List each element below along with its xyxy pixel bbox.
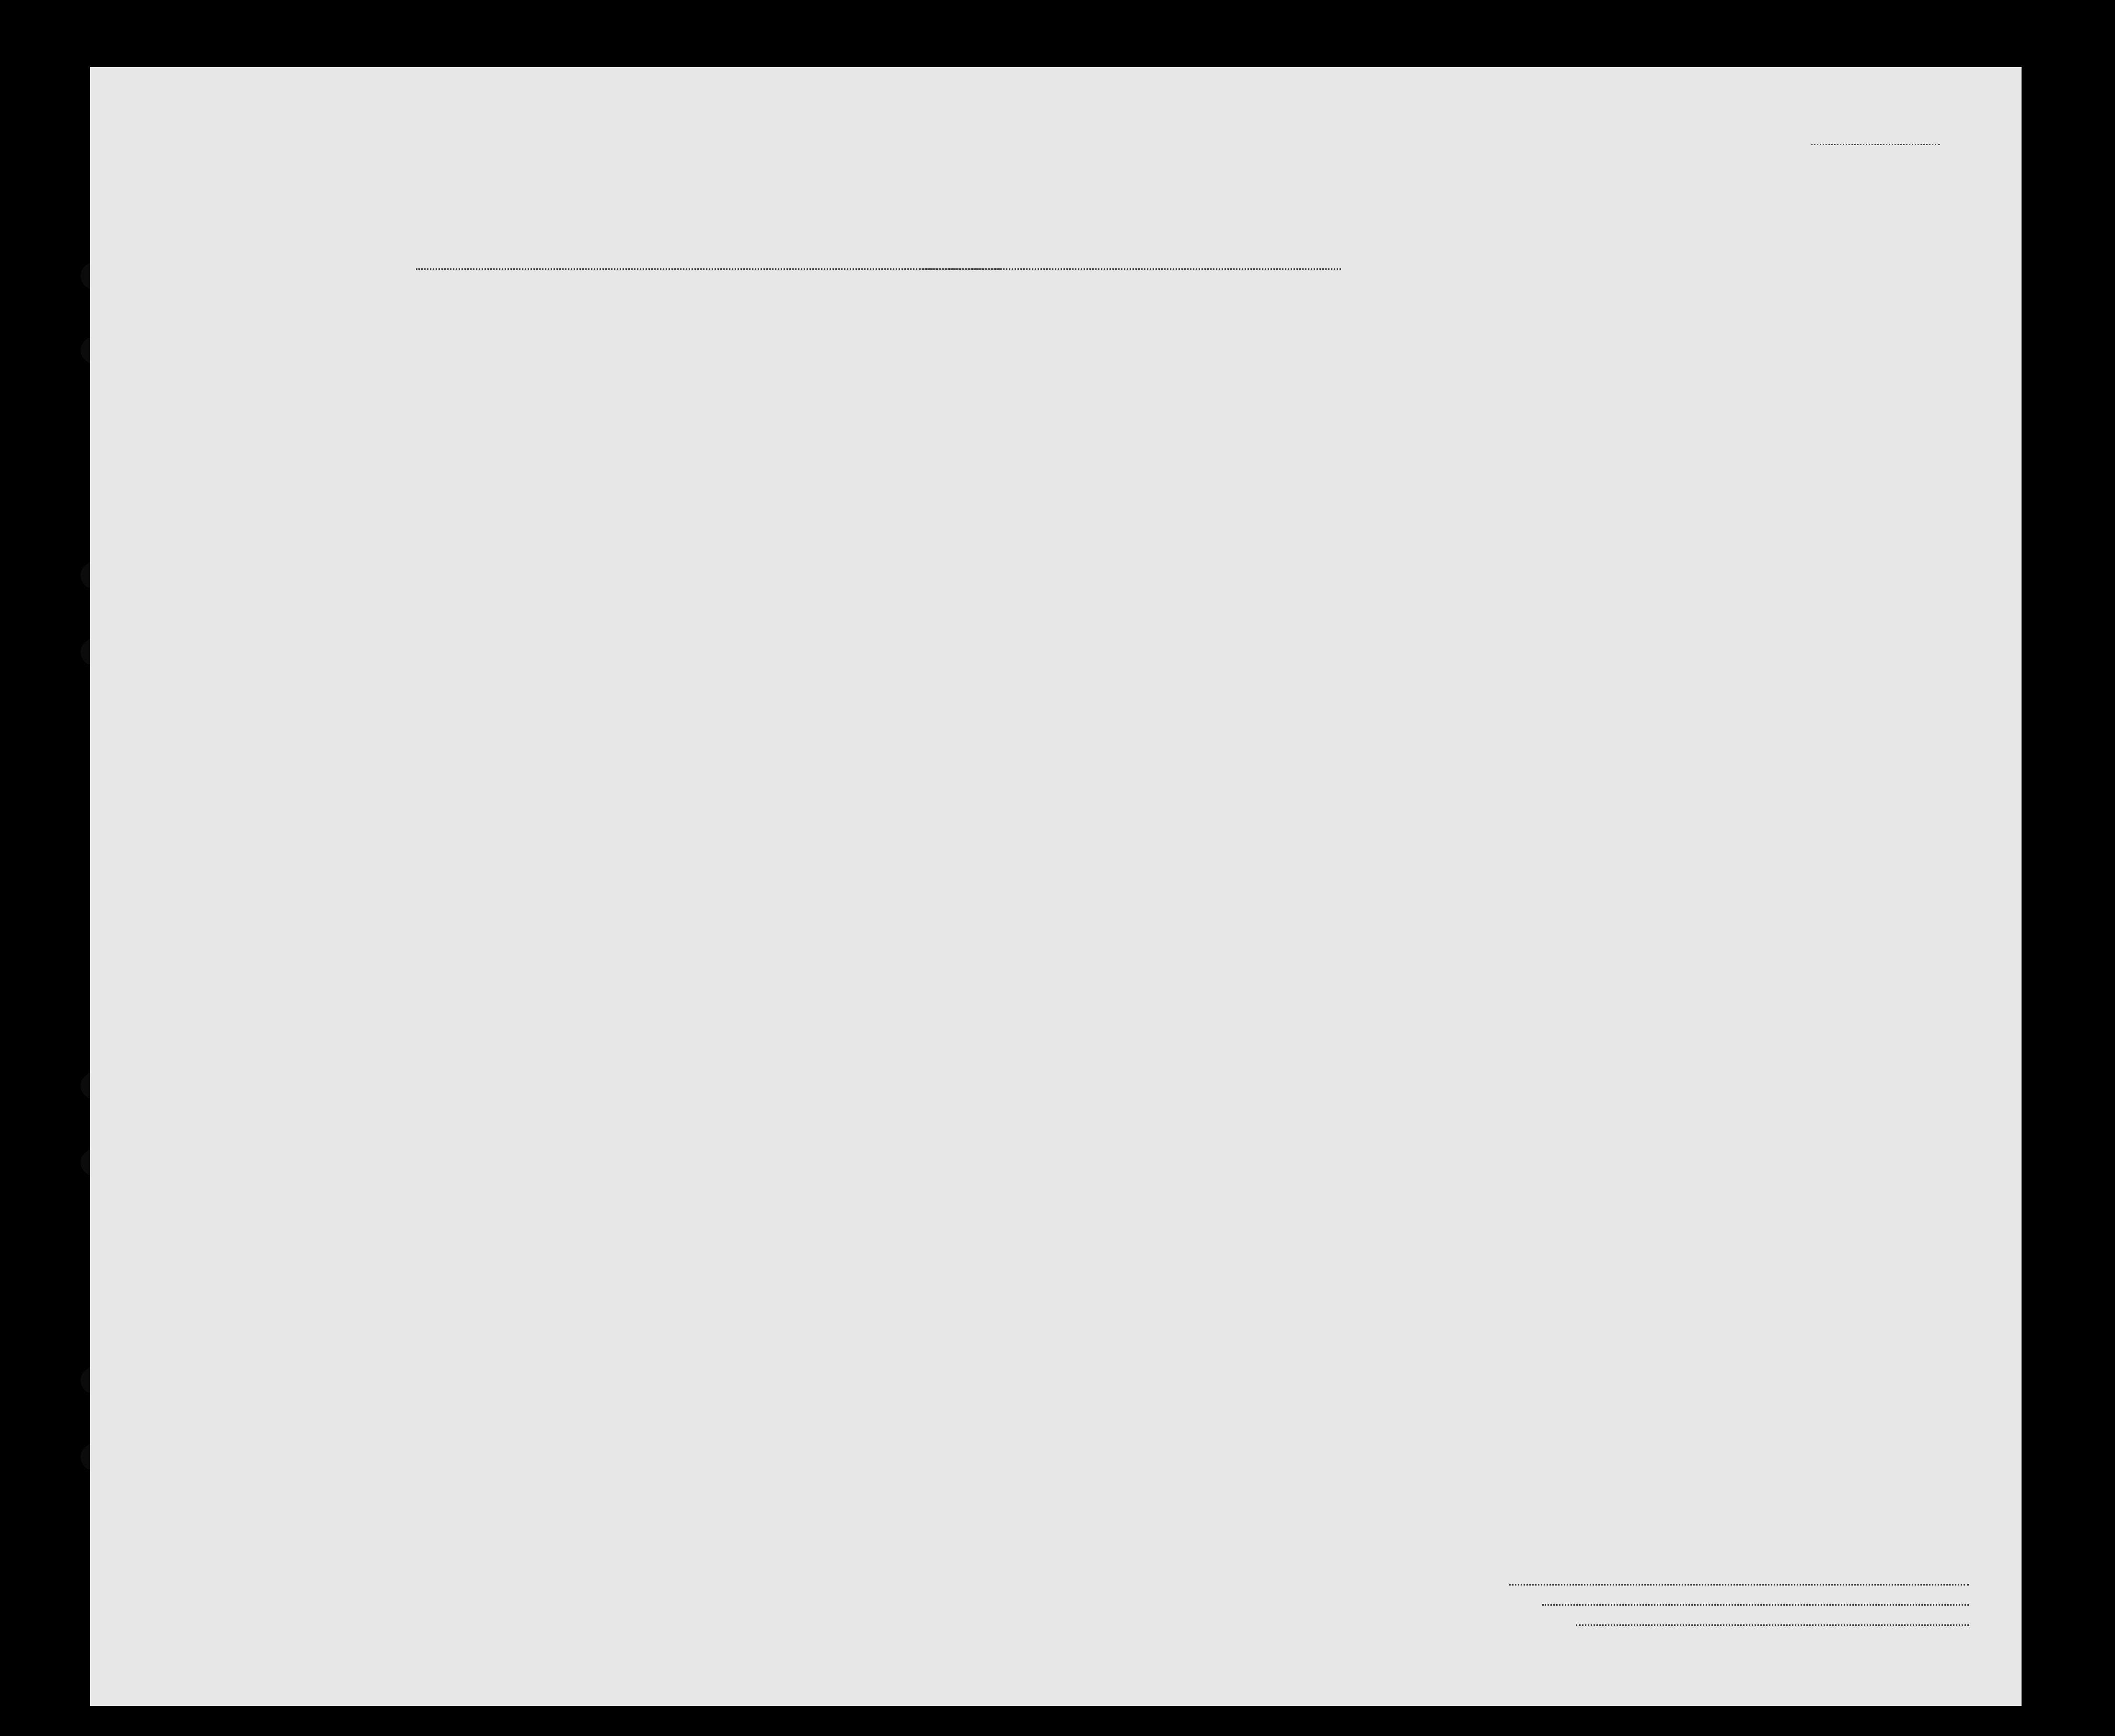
manifest-form xyxy=(90,67,2022,1706)
header-purpose-length xyxy=(1334,355,1359,508)
date-field-line xyxy=(919,268,1341,270)
header-money xyxy=(855,323,883,505)
header-feet xyxy=(1739,446,1760,508)
form-grid-lines xyxy=(90,67,2022,1706)
header-prison xyxy=(1391,323,1421,505)
local-agents-field xyxy=(1576,1624,1969,1626)
header-purpose-return xyxy=(1305,355,1332,508)
list-number-field xyxy=(1811,144,1940,145)
header-ticket xyxy=(735,323,763,505)
header-excluded xyxy=(1573,323,1595,505)
header-overthrow xyxy=(1482,323,1533,505)
header-arrested xyxy=(1599,323,1622,505)
header-inches xyxy=(1762,446,1783,508)
line-field xyxy=(1509,1584,1969,1586)
port-field-line xyxy=(416,268,1001,270)
header-anarchist xyxy=(1453,323,1478,505)
header-purpose-citizen xyxy=(1361,355,1387,508)
owners-field xyxy=(1542,1604,1969,1606)
header-polygamist xyxy=(1424,323,1449,505)
header-labor-offer xyxy=(1537,323,1569,505)
